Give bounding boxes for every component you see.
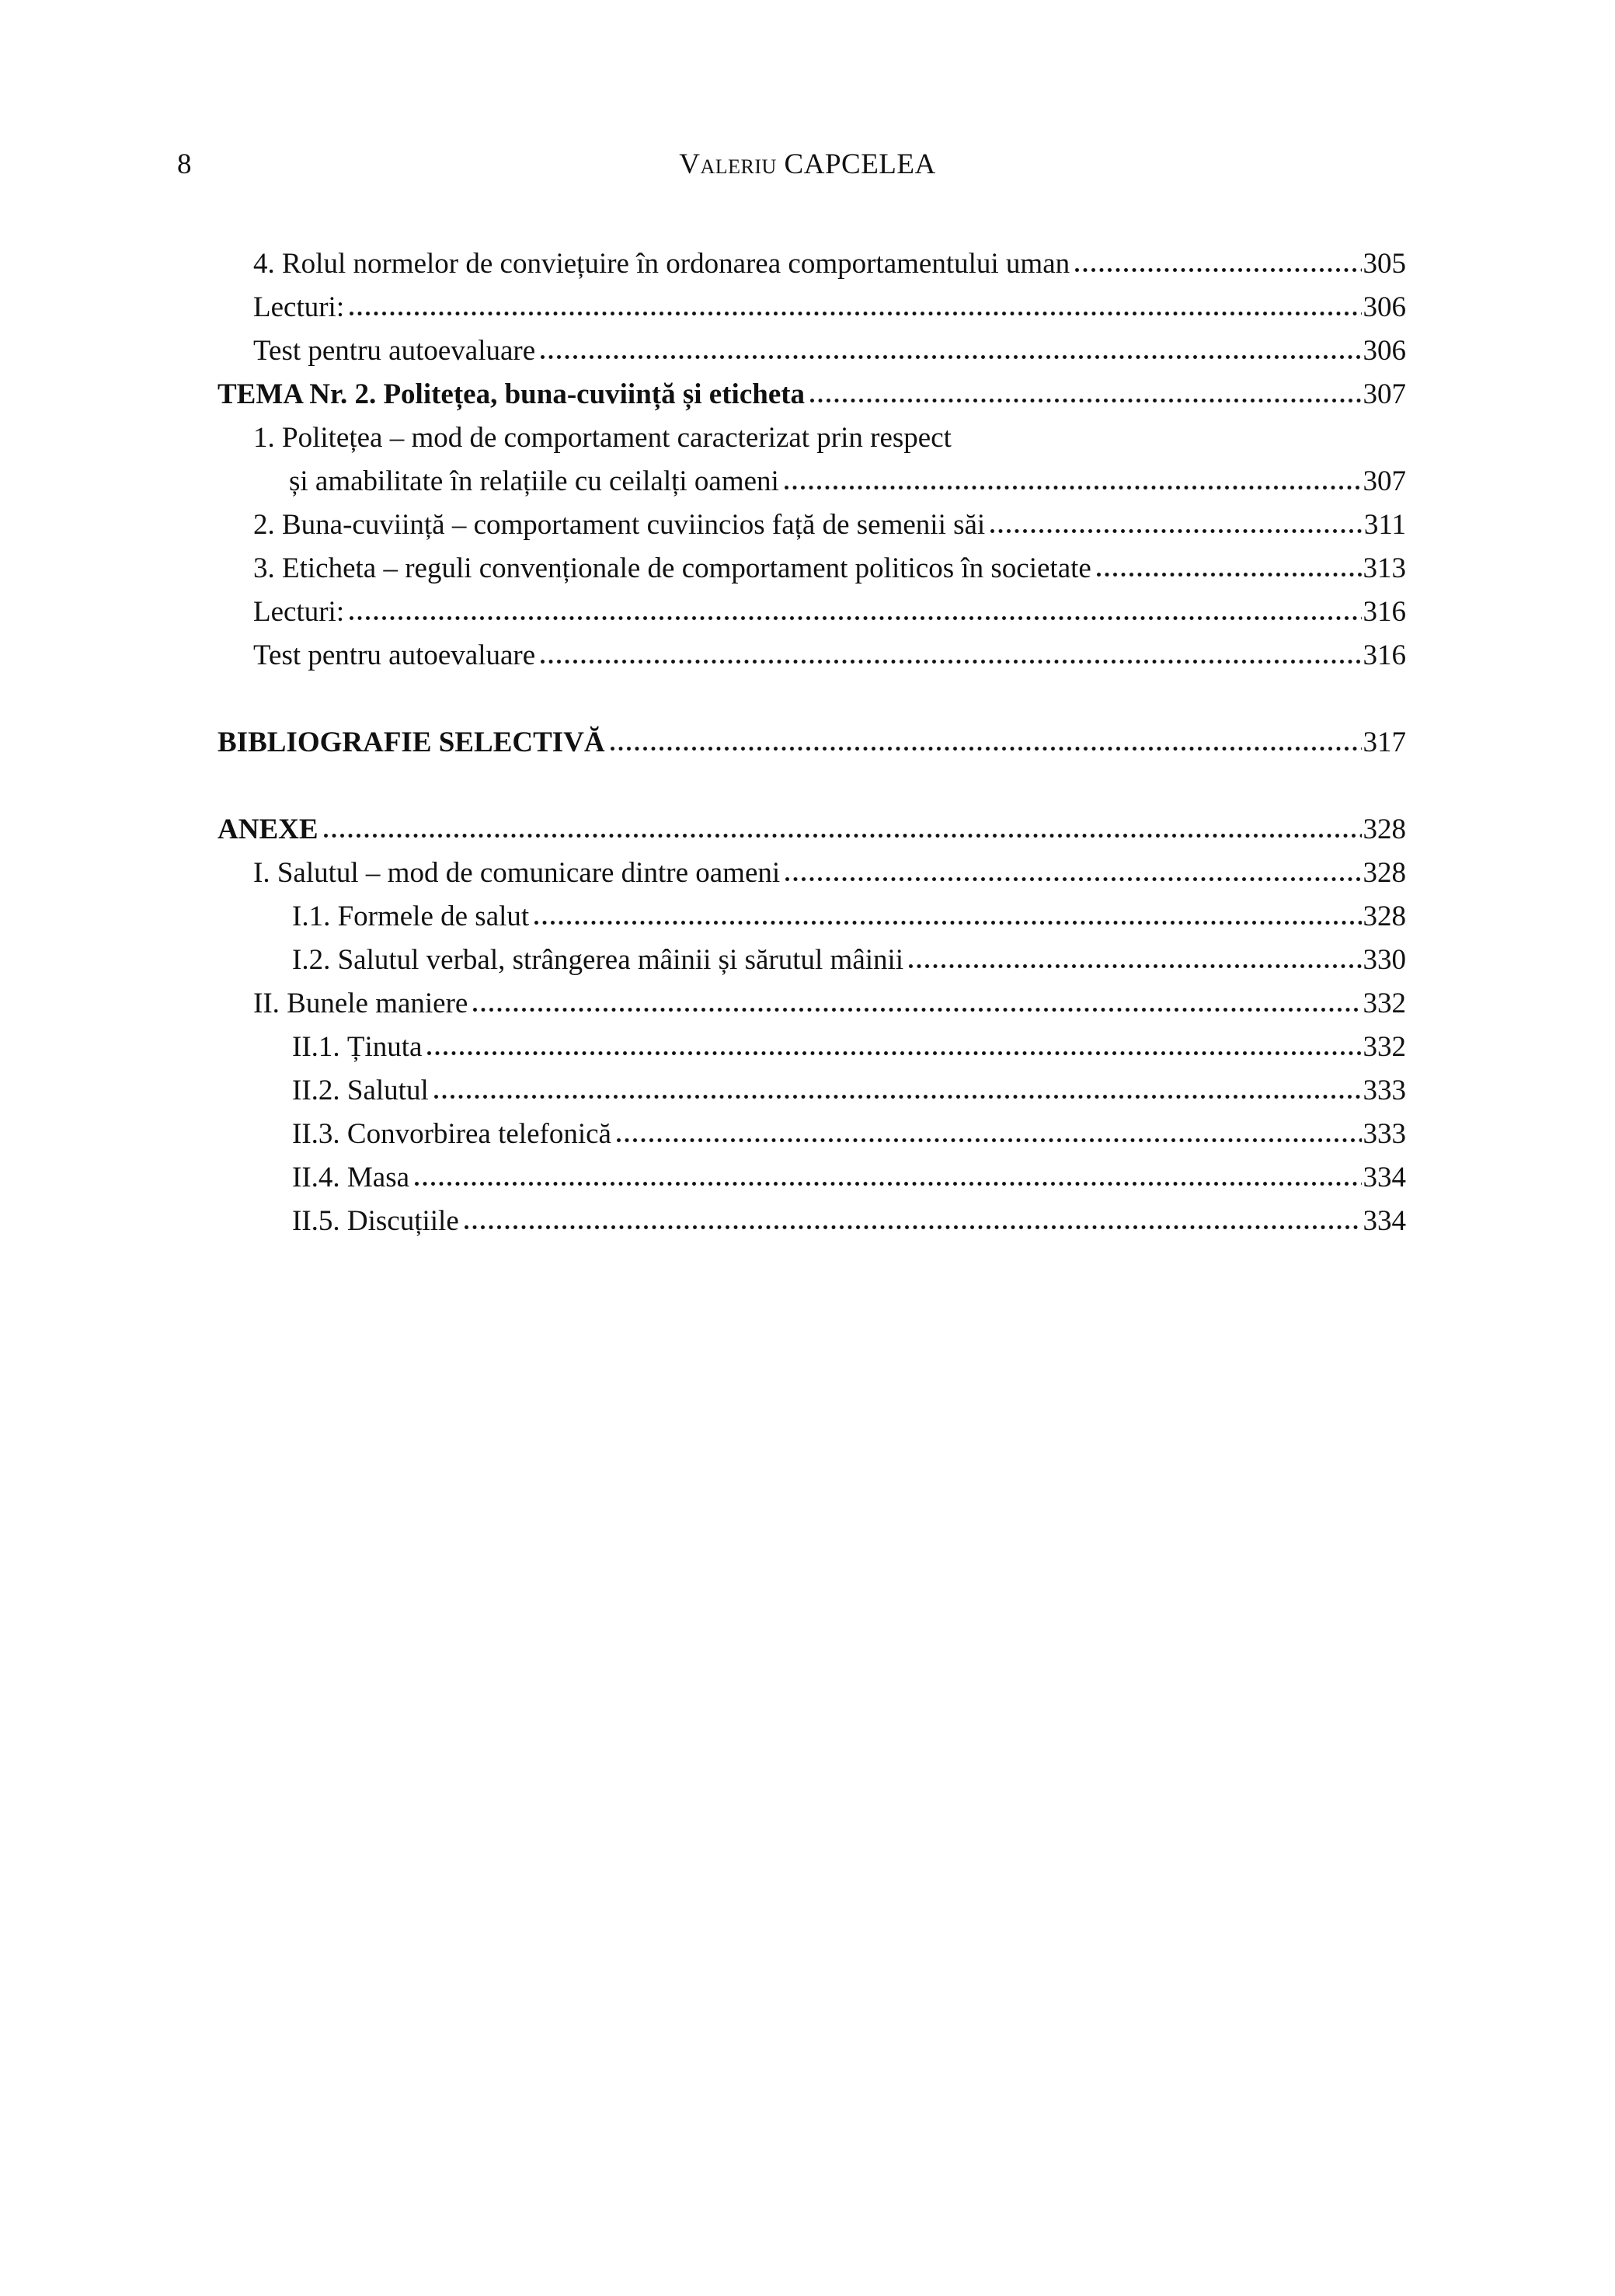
toc-entry-title: TEMA Nr. 2. Politețea, buna-cuviință și eticheta <box>218 378 806 410</box>
toc-entry-page: 334 <box>1363 1205 1406 1237</box>
toc-entry <box>218 591 1406 634</box>
toc-entry-title: II.4. Masa <box>292 1162 410 1193</box>
toc-entry-title: II.3. Convorbirea telefonică <box>292 1118 611 1150</box>
toc-entry <box>218 634 1406 678</box>
running-head-author <box>679 148 935 181</box>
toc-entry-title: I.2. Salutul verbal, strângerea mâinii și sărutul mâinii <box>292 944 904 976</box>
toc-entry-page: 333 <box>1363 1075 1406 1106</box>
toc-entry <box>218 242 1406 286</box>
toc-entry-page: 317 <box>1363 726 1406 758</box>
toc-entry-title: și amabilitate în relațiile cu ceilalți oameni <box>289 465 779 497</box>
dot-leader <box>349 311 1361 316</box>
toc-entry-title: Lecturi: <box>253 596 345 628</box>
toc-entry-page: 332 <box>1363 988 1406 1019</box>
toc-entry <box>218 286 1406 329</box>
toc-entry-page: 307 <box>1363 378 1406 410</box>
toc-entry-page: 332 <box>1363 1031 1406 1063</box>
toc-entry <box>218 1069 1406 1113</box>
toc-entry-title: II.2. Salutul <box>292 1075 429 1106</box>
dot-leader <box>990 528 1363 534</box>
toc-entry <box>218 503 1406 547</box>
toc-entry <box>218 895 1406 939</box>
toc-entry-title: BIBLIOGRAFIE SELECTIVĂ <box>218 726 605 758</box>
dot-leader <box>616 1138 1362 1143</box>
toc-entry-title: 3. Eticheta – reguli convenționale de comportament politicos în societate <box>253 552 1091 584</box>
toc-entry-title: Test pentru autoevaluare <box>253 639 536 671</box>
toc-entry-page: 306 <box>1363 291 1406 323</box>
blank-line <box>218 678 1406 721</box>
toc-entry-page: 330 <box>1363 944 1406 976</box>
toc-entry-title: Test pentru autoevaluare <box>253 335 536 367</box>
dot-leader <box>1096 572 1362 577</box>
toc-entry-page: 334 <box>1363 1162 1406 1193</box>
toc-entry <box>218 373 1406 416</box>
toc-entry-page: 316 <box>1363 596 1406 628</box>
dot-leader <box>540 659 1361 664</box>
toc-entry <box>218 852 1406 895</box>
toc-entry <box>218 721 1406 765</box>
toc-entry-title: II.1. Ținuta <box>292 1031 423 1063</box>
toc-entry <box>218 547 1406 591</box>
toc-entry-title: 4. Rolul normelor de conviețuire în ordonarea comportamentului uman <box>253 248 1070 280</box>
toc-entry-page: 306 <box>1363 335 1406 367</box>
toc-entry-title: ANEXE <box>218 814 318 845</box>
dot-leader <box>809 398 1361 403</box>
dot-leader <box>323 833 1362 838</box>
dot-leader <box>414 1181 1361 1186</box>
dot-leader <box>472 1007 1361 1012</box>
toc-entry <box>218 982 1406 1026</box>
toc-entry-title: 1. Politețea – mod de comportament caracterizat prin respect <box>253 422 952 454</box>
dot-leader <box>785 876 1361 882</box>
toc-entry-page: 333 <box>1363 1118 1406 1150</box>
toc-entry-page: 311 <box>1363 509 1406 541</box>
toc-entry <box>218 939 1406 982</box>
toc-entry-title: I.1. Formele de salut <box>292 901 530 932</box>
dot-leader <box>784 485 1362 490</box>
dot-leader <box>908 963 1361 969</box>
toc-entry-title: Lecturi: <box>253 291 345 323</box>
toc-entry <box>218 416 1406 460</box>
toc-entry <box>218 1026 1406 1069</box>
toc-entry-page: 305 <box>1363 248 1406 280</box>
toc-entry <box>218 808 1406 852</box>
toc-entry-page: 313 <box>1363 552 1406 584</box>
toc-entry-title: 2. Buna-cuviință – comportament cuviincios față de semenii săi <box>253 509 986 541</box>
dot-leader <box>534 920 1361 925</box>
toc-entry <box>218 1156 1406 1200</box>
dot-leader <box>610 746 1362 751</box>
toc-entry-page: 316 <box>1363 639 1406 671</box>
toc-entry <box>218 1113 1406 1156</box>
toc-entry-page: 328 <box>1363 901 1406 932</box>
toc-entry-title: I. Salutul – mod de comunicare dintre oameni <box>253 857 781 889</box>
author-last-name: CAPCELEA <box>784 148 936 180</box>
page-number: 8 <box>177 148 192 180</box>
toc-entry-page: 328 <box>1363 814 1406 845</box>
dot-leader <box>426 1050 1361 1056</box>
dot-leader <box>433 1094 1362 1099</box>
dot-leader <box>464 1225 1362 1230</box>
toc-entry-title: II. Bunele maniere <box>253 988 468 1019</box>
toc-entry <box>218 329 1406 373</box>
toc-entry-title: II.5. Discuțiile <box>292 1205 459 1237</box>
table-of-contents <box>218 242 1406 1243</box>
dot-leader <box>1074 267 1361 273</box>
toc-entry-page: 328 <box>1363 857 1406 889</box>
dot-leader <box>349 615 1361 621</box>
page-header <box>0 148 1615 188</box>
dot-leader <box>540 354 1361 360</box>
author-first-name: Valeriu <box>679 148 777 180</box>
blank-line <box>218 765 1406 808</box>
toc-entry-continuation <box>218 460 1406 503</box>
toc-entry <box>218 1200 1406 1243</box>
toc-entry-page: 307 <box>1363 465 1406 497</box>
